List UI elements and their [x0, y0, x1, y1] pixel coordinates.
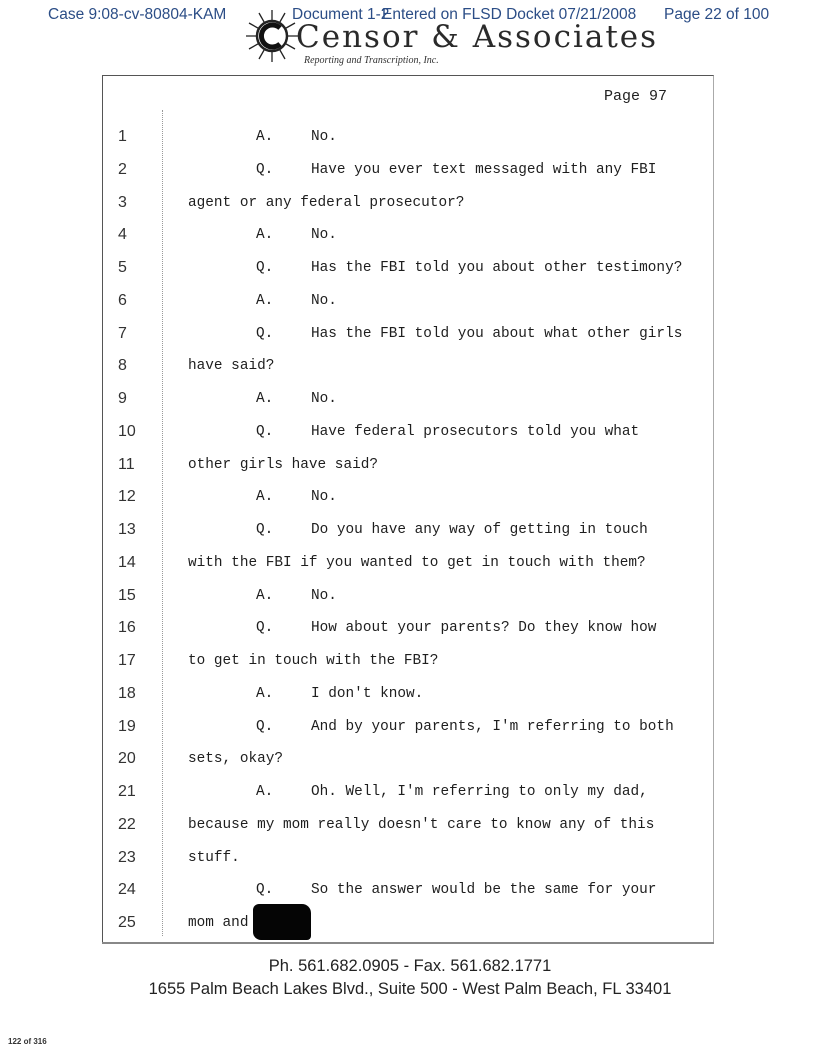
transcript-line [0, 325, 820, 353]
speaker-label: Q. [256, 882, 274, 899]
transcript-line [0, 816, 820, 844]
transcript-line [0, 685, 820, 713]
line-text: because my mom really doesn't care to know any of this [188, 816, 655, 833]
line-number: 20 [118, 750, 136, 768]
transcript-line [0, 914, 820, 942]
transcript-line [0, 750, 820, 778]
transcript-page-number: Page 97 [604, 88, 668, 105]
line-text: agent or any federal prosecutor? [188, 194, 465, 211]
speaker-label: Q. [256, 522, 274, 538]
transcript-line [0, 128, 820, 156]
line-text: No. [311, 391, 337, 407]
line-text: Have federal prosecutors told you what [311, 423, 640, 440]
transcript-line [0, 357, 820, 385]
line-text: Have you ever text messaged with any FBI [311, 161, 657, 178]
transcript-line [0, 783, 820, 811]
line-number: 22 [118, 815, 136, 833]
speaker-label: Q. [256, 423, 274, 440]
line-text: stuff. [188, 849, 240, 866]
reporter-logo [244, 8, 659, 70]
footer-phone: Ph. 561.682.0905 - Fax. 561.682.1771 [268, 957, 552, 975]
line-text: No. [311, 489, 337, 506]
line-text: sets, okay? [188, 751, 283, 768]
reporter-tagline: Reporting and Transcription, Inc. [304, 55, 439, 66]
transcript-line [0, 194, 820, 222]
transcript-line [0, 226, 820, 254]
line-number: 24 [118, 881, 136, 899]
line-text: And by your parents, I'm referring to both [311, 718, 674, 735]
speaker-label: A. [256, 227, 274, 244]
transcript-line [0, 259, 820, 287]
line-number: 9 [118, 390, 127, 407]
line-text: No. [311, 292, 337, 309]
line-number: 21 [118, 783, 136, 800]
speaker-label: Q. [256, 260, 274, 276]
line-text: How about your parents? Do they know how [311, 620, 657, 637]
line-number: 25 [118, 914, 136, 931]
entered-docket: Entered on FLSD Docket 07/21/2008 [382, 6, 637, 23]
pdf-page-counter: 122 of 316 [8, 1037, 47, 1046]
line-number: 2 [118, 160, 127, 178]
line-text: Has the FBI told you about what other girls [311, 325, 683, 342]
line-number: 8 [118, 357, 127, 375]
line-number: 5 [118, 259, 127, 276]
line-text: I don't know. [311, 685, 424, 702]
line-number: 4 [118, 226, 127, 244]
case-number: Case 9:08-cv-80804-KAM [48, 6, 227, 23]
transcript-line [0, 554, 820, 582]
line-text: have said? [188, 358, 275, 375]
speaker-label: A. [256, 489, 274, 506]
speaker-label: A. [256, 587, 274, 604]
speaker-label: Q. [256, 620, 274, 637]
transcript-line [0, 652, 820, 680]
line-text: No. [311, 227, 337, 244]
reporter-name: Censor & Associates [296, 19, 659, 55]
transcript-line [0, 161, 820, 189]
speaker-label: A. [256, 784, 274, 800]
speaker-label: Q. [256, 161, 274, 178]
transcript-line [0, 849, 820, 877]
speaker-label: A. [256, 685, 274, 702]
line-number: 11 [118, 455, 135, 473]
line-number: 13 [118, 521, 136, 538]
line-text: Has the FBI told you about other testimony? [311, 260, 683, 276]
line-text: other girls have said? [188, 456, 378, 473]
line-number: 23 [118, 848, 136, 866]
line-number: 6 [118, 291, 127, 309]
line-text: So the answer would be the same for your [311, 882, 657, 899]
line-text: No. [311, 587, 337, 604]
line-number: 18 [118, 684, 136, 702]
footer-address: 1655 Palm Beach Lakes Blvd., Suite 500 - West Palm Beach, FL 33401 [148, 980, 672, 998]
speaker-label: A. [256, 391, 274, 407]
redaction-block [253, 904, 311, 940]
line-number: 16 [118, 619, 136, 637]
line-number: 15 [118, 586, 136, 604]
page-bottom-rule [102, 942, 714, 944]
line-number: 10 [118, 422, 136, 440]
speaker-label: A. [256, 292, 274, 309]
line-text: No. [311, 129, 337, 145]
transcript-line [0, 292, 820, 320]
line-text: Oh. Well, I'm referring to only my dad, [311, 784, 648, 800]
line-text: Do you have any way of getting in touch [311, 522, 648, 538]
transcript-line [0, 619, 820, 647]
line-number: 14 [118, 553, 136, 571]
line-number: 7 [118, 324, 127, 342]
transcript-line [0, 390, 820, 418]
line-number: 19 [118, 717, 136, 735]
transcript-line [0, 488, 820, 516]
transcript-line [0, 423, 820, 451]
line-text: mom and [188, 915, 249, 931]
line-number: 17 [118, 652, 136, 669]
transcript-line [0, 587, 820, 615]
line-text: to get in touch with the FBI? [188, 653, 439, 669]
speaker-label: A. [256, 129, 274, 145]
line-number: 1 [118, 128, 127, 145]
line-number: 3 [118, 193, 127, 211]
transcript-line [0, 718, 820, 746]
transcript-line [0, 521, 820, 549]
document-number: Document 1-2 [292, 6, 390, 23]
speaker-label: Q. [256, 325, 274, 342]
transcript-line [0, 881, 820, 909]
docket-page: Page 22 of 100 [664, 6, 770, 23]
speaker-label: Q. [256, 718, 274, 735]
line-text: with the FBI if you wanted to get in touch with them? [188, 554, 646, 571]
sunburst-emblem-icon [244, 8, 300, 64]
transcript-line [0, 456, 820, 484]
line-number: 12 [118, 488, 136, 506]
